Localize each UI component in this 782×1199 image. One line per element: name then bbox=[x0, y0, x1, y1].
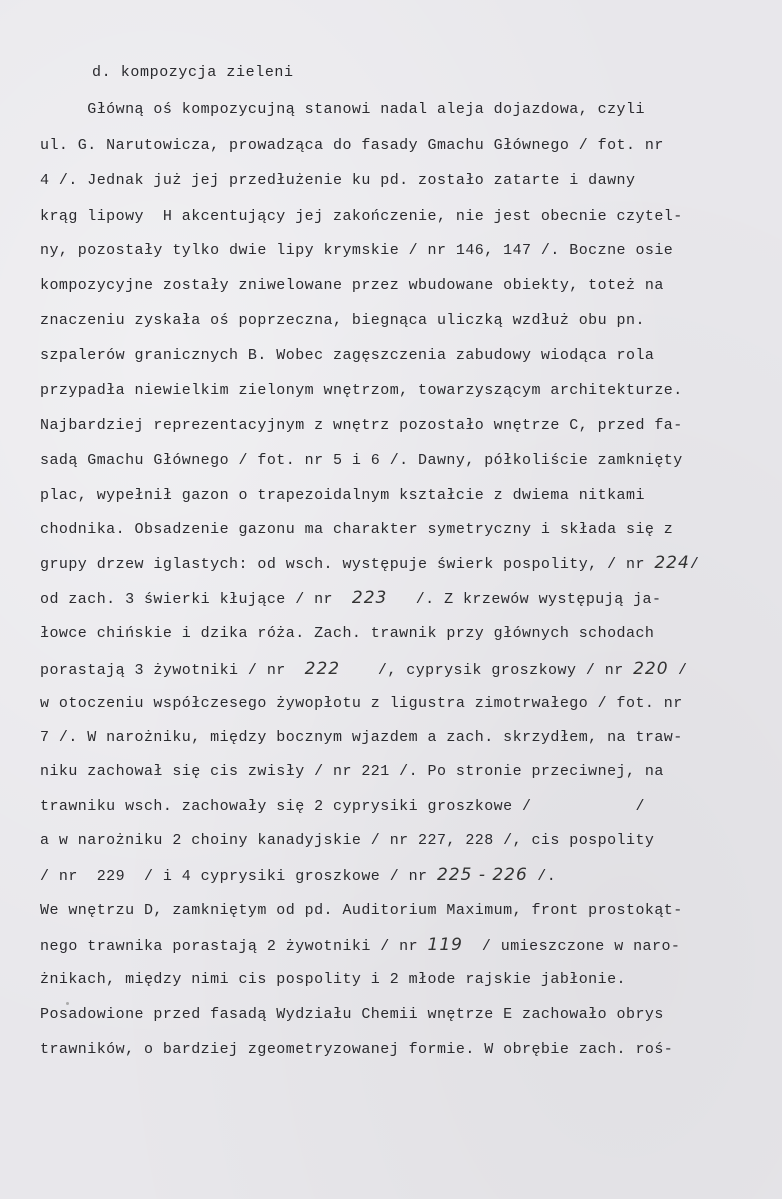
text-span: szpalerów granicznych B. Wobec zagęszczenia zabudowy wiodąca rola bbox=[40, 347, 655, 364]
text-span: niku zachował się cis zwisły / nr 221 /. Po stronie przeciwnej, na bbox=[40, 763, 664, 780]
text-span: / bbox=[668, 662, 688, 679]
text-line-15 bbox=[40, 588, 752, 610]
text-span: trawniku wsch. zachowały się 2 cyprysiki groszkowe / / bbox=[40, 798, 645, 815]
text-span: łowce chińskie i dzika róża. Zach. trawnik przy głównych schodach bbox=[40, 625, 655, 642]
text-span: Posadowione przed fasadą Wydziału Chemii wnętrze E zachowało obrys bbox=[40, 1006, 664, 1023]
text-span: a w narożniku 2 choiny kanadyjskie / nr 227, 228 /, cis pospolity bbox=[40, 832, 655, 849]
text-line-27 bbox=[40, 1005, 752, 1025]
text-span: plac, wypełnił gazon o trapezoidalnym kształcie z dwiema nitkami bbox=[40, 487, 645, 504]
text-line-22 bbox=[40, 831, 752, 851]
text-span: przypadła niewielkim zielonym wnętrzom, towarzyszącym architekturze. bbox=[40, 382, 683, 399]
text-span: ny, pozostały tylko dwie lipy krymskie / nr 146, 147 /. Boczne osie bbox=[40, 242, 674, 259]
handwritten-number: 225 - 226 bbox=[436, 865, 528, 885]
text-span: żnikach, między nimi cis pospolity i 2 młode rajskie jabłonie. bbox=[40, 971, 626, 988]
text-line-6 bbox=[40, 276, 752, 296]
text-span: nego trawnika porastają 2 żywotniki / nr bbox=[40, 938, 428, 955]
text-span: /. bbox=[527, 868, 557, 885]
text-span: /, cyprysik groszkowy / nr bbox=[340, 662, 634, 679]
section-heading: d. kompozycja zieleni bbox=[92, 64, 294, 81]
text-line-11 bbox=[40, 451, 752, 471]
handwritten-number: 224 bbox=[654, 553, 690, 573]
text-line-25 bbox=[40, 935, 752, 957]
text-line-14 bbox=[40, 553, 752, 575]
text-span: trawników, o bardziej zgeometryzowanej formie. W obrębie zach. roś- bbox=[40, 1041, 674, 1058]
text-span: sadą Gmachu Głównego / fot. nr 5 i 6 /. Dawny, półkoliście zamknięty bbox=[40, 452, 683, 469]
text-span: / nr 229 / i 4 cyprysiki groszkowe / nr bbox=[40, 868, 437, 885]
text-line-9 bbox=[40, 381, 752, 401]
text-line-4 bbox=[40, 207, 752, 227]
text-line-19 bbox=[40, 728, 752, 748]
text-span: w otoczeniu współczesego żywopłotu z ligustra zimotrwałego / fot. nr bbox=[40, 695, 683, 712]
text-span: od zach. 3 świerki kłujące / nr bbox=[40, 591, 352, 608]
text-span: znaczeniu zyskała oś poprzeczna, biegnąca uliczką wzdłuż obu pn. bbox=[40, 312, 645, 329]
text-span: / umieszczone w naro- bbox=[462, 938, 681, 955]
paper-speck bbox=[66, 1002, 69, 1005]
text-line-13 bbox=[40, 520, 752, 540]
text-line-20 bbox=[40, 762, 752, 782]
text-line-5 bbox=[40, 241, 752, 261]
text-line-26 bbox=[40, 970, 752, 990]
text-span: kompozycyjne zostały zniwelowane przez wbudowane obiekty, toteż na bbox=[40, 277, 664, 294]
handwritten-number: 223 bbox=[351, 588, 388, 608]
handwritten-number: 222 bbox=[304, 659, 341, 679]
text-line-10 bbox=[40, 416, 752, 436]
text-span: ul. G. Narutowicza, prowadząca do fasady Gmachu Głównego / fot. nr bbox=[40, 137, 664, 154]
text-span: porastają 3 żywotniki / nr bbox=[40, 662, 305, 679]
text-line-2 bbox=[40, 136, 752, 156]
text-span: chodnika. Obsadzenie gazonu ma charakter symetryczny i składa się z bbox=[40, 521, 674, 538]
handwritten-number: 119 bbox=[427, 935, 463, 955]
text-line-23 bbox=[40, 865, 752, 887]
text-line-1 bbox=[40, 100, 752, 120]
text-span: /. Z krzewów występują ja- bbox=[387, 591, 662, 608]
text-line-3 bbox=[40, 171, 752, 191]
text-line-17 bbox=[40, 659, 752, 681]
text-line-28 bbox=[40, 1040, 752, 1060]
text-line-18 bbox=[40, 694, 752, 714]
text-span: krąg lipowy H akcentujący jej zakończenie, nie jest obecnie czytel- bbox=[40, 208, 683, 225]
text-line-21 bbox=[40, 797, 752, 817]
text-line-7 bbox=[40, 311, 752, 331]
text-line-12 bbox=[40, 486, 752, 506]
text-span: 7 /. W narożniku, między bocznym wjazdem a zach. skrzydłem, na traw- bbox=[40, 729, 683, 746]
text-line-8 bbox=[40, 346, 752, 366]
text-span: Najbardziej reprezentacyjnym z wnętrz pozostało wnętrze C, przed fa- bbox=[40, 417, 683, 434]
text-span: / bbox=[689, 556, 700, 573]
handwritten-number: 220 bbox=[633, 659, 669, 679]
text-span: grupy drzew iglastych: od wsch. występuje świerk pospolity, / nr bbox=[40, 556, 655, 573]
text-span: 4 /. Jednak już jej przedłużenie ku pd. zostało zatarte i dawny bbox=[40, 172, 636, 189]
text-line-16 bbox=[40, 624, 752, 644]
text-span: We wnętrzu D, zamkniętym od pd. Auditorium Maximum, front prostokąt- bbox=[40, 902, 683, 919]
text-span: Główną oś kompozycujną stanowi nadal aleja dojazdowa, czyli bbox=[40, 101, 645, 118]
text-line-24 bbox=[40, 901, 752, 921]
